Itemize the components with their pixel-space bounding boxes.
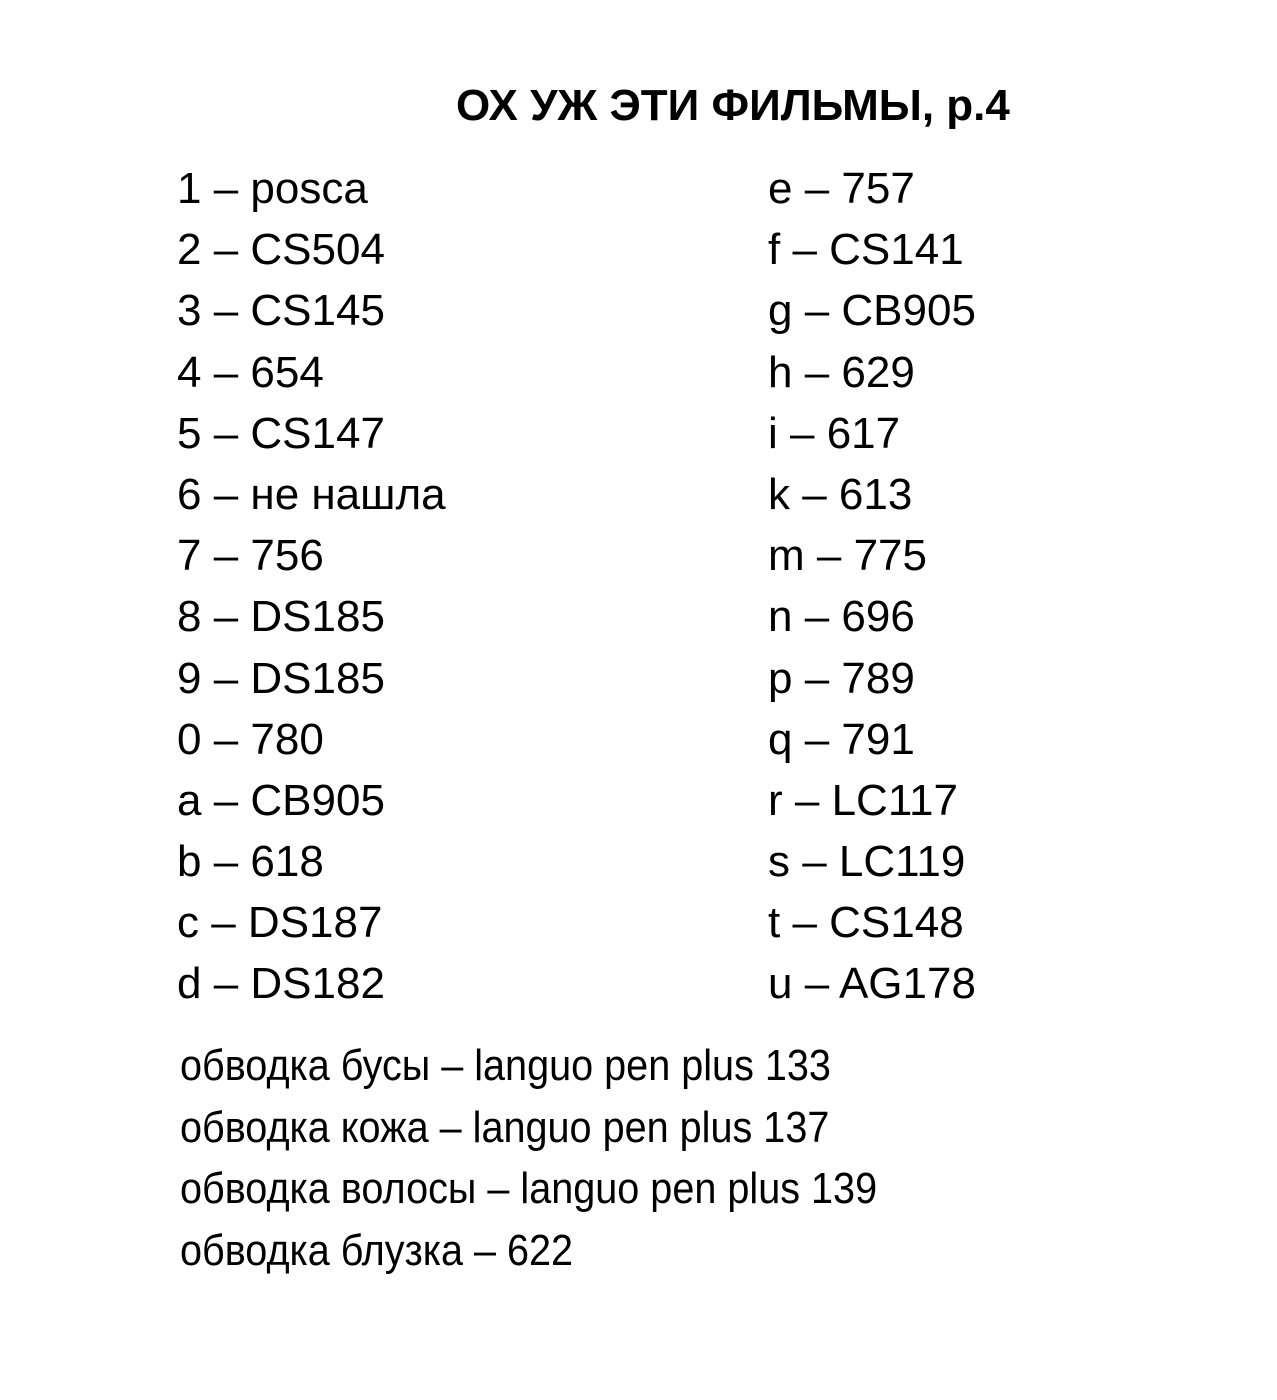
list-item: b – 618 [177, 837, 324, 887]
list-item: 6 – не нашла [177, 469, 446, 519]
list-item: 0 – 780 [177, 714, 324, 764]
color-key-list-right [768, 163, 976, 1020]
list-item: d – DS182 [177, 959, 385, 1009]
list-item: c – DS187 [177, 898, 383, 948]
list-item: t – CS148 [768, 898, 964, 948]
list-item: k – 613 [768, 469, 913, 519]
list-item: f – CS141 [768, 225, 964, 275]
list-item: r – LC117 [768, 775, 958, 825]
note-item: обводка бусы – languo pen plus 133 [180, 1041, 831, 1090]
list-item: p – 789 [768, 653, 915, 703]
note-item: обводка блузка – 622 [180, 1225, 574, 1275]
list-item: 4 – 654 [177, 347, 324, 397]
list-item: g – CB905 [768, 286, 976, 336]
list-item: e – 757 [768, 164, 915, 213]
note-item: обводка кожа – languo pen plus 137 [180, 1102, 830, 1152]
list-item: 3 – CS145 [177, 286, 385, 336]
list-item: m – 775 [768, 531, 927, 581]
list-item: n – 696 [768, 592, 915, 642]
list-item: 1 – posca [177, 164, 368, 213]
list-item: 9 – DS185 [177, 653, 385, 703]
list-item: 2 – CS504 [177, 225, 385, 275]
list-item: u – AG178 [768, 959, 976, 1009]
list-item: i – 617 [768, 408, 901, 458]
list-item: q – 791 [768, 714, 915, 764]
list-item: 8 – DS185 [177, 592, 385, 642]
list-item: 7 – 756 [177, 531, 324, 581]
page-title: ОХ УЖ ЭТИ ФИЛЬМЫ, р.4 [456, 81, 1010, 130]
list-item: a – CB905 [177, 775, 385, 825]
list-item: 5 – CS147 [177, 408, 385, 458]
note-item: обводка волосы – languo pen plus 139 [180, 1164, 878, 1213]
color-key-list-left [177, 163, 446, 1020]
list-item: s – LC119 [768, 837, 966, 887]
outline-notes [180, 1040, 955, 1286]
list-item: h – 629 [768, 347, 915, 397]
